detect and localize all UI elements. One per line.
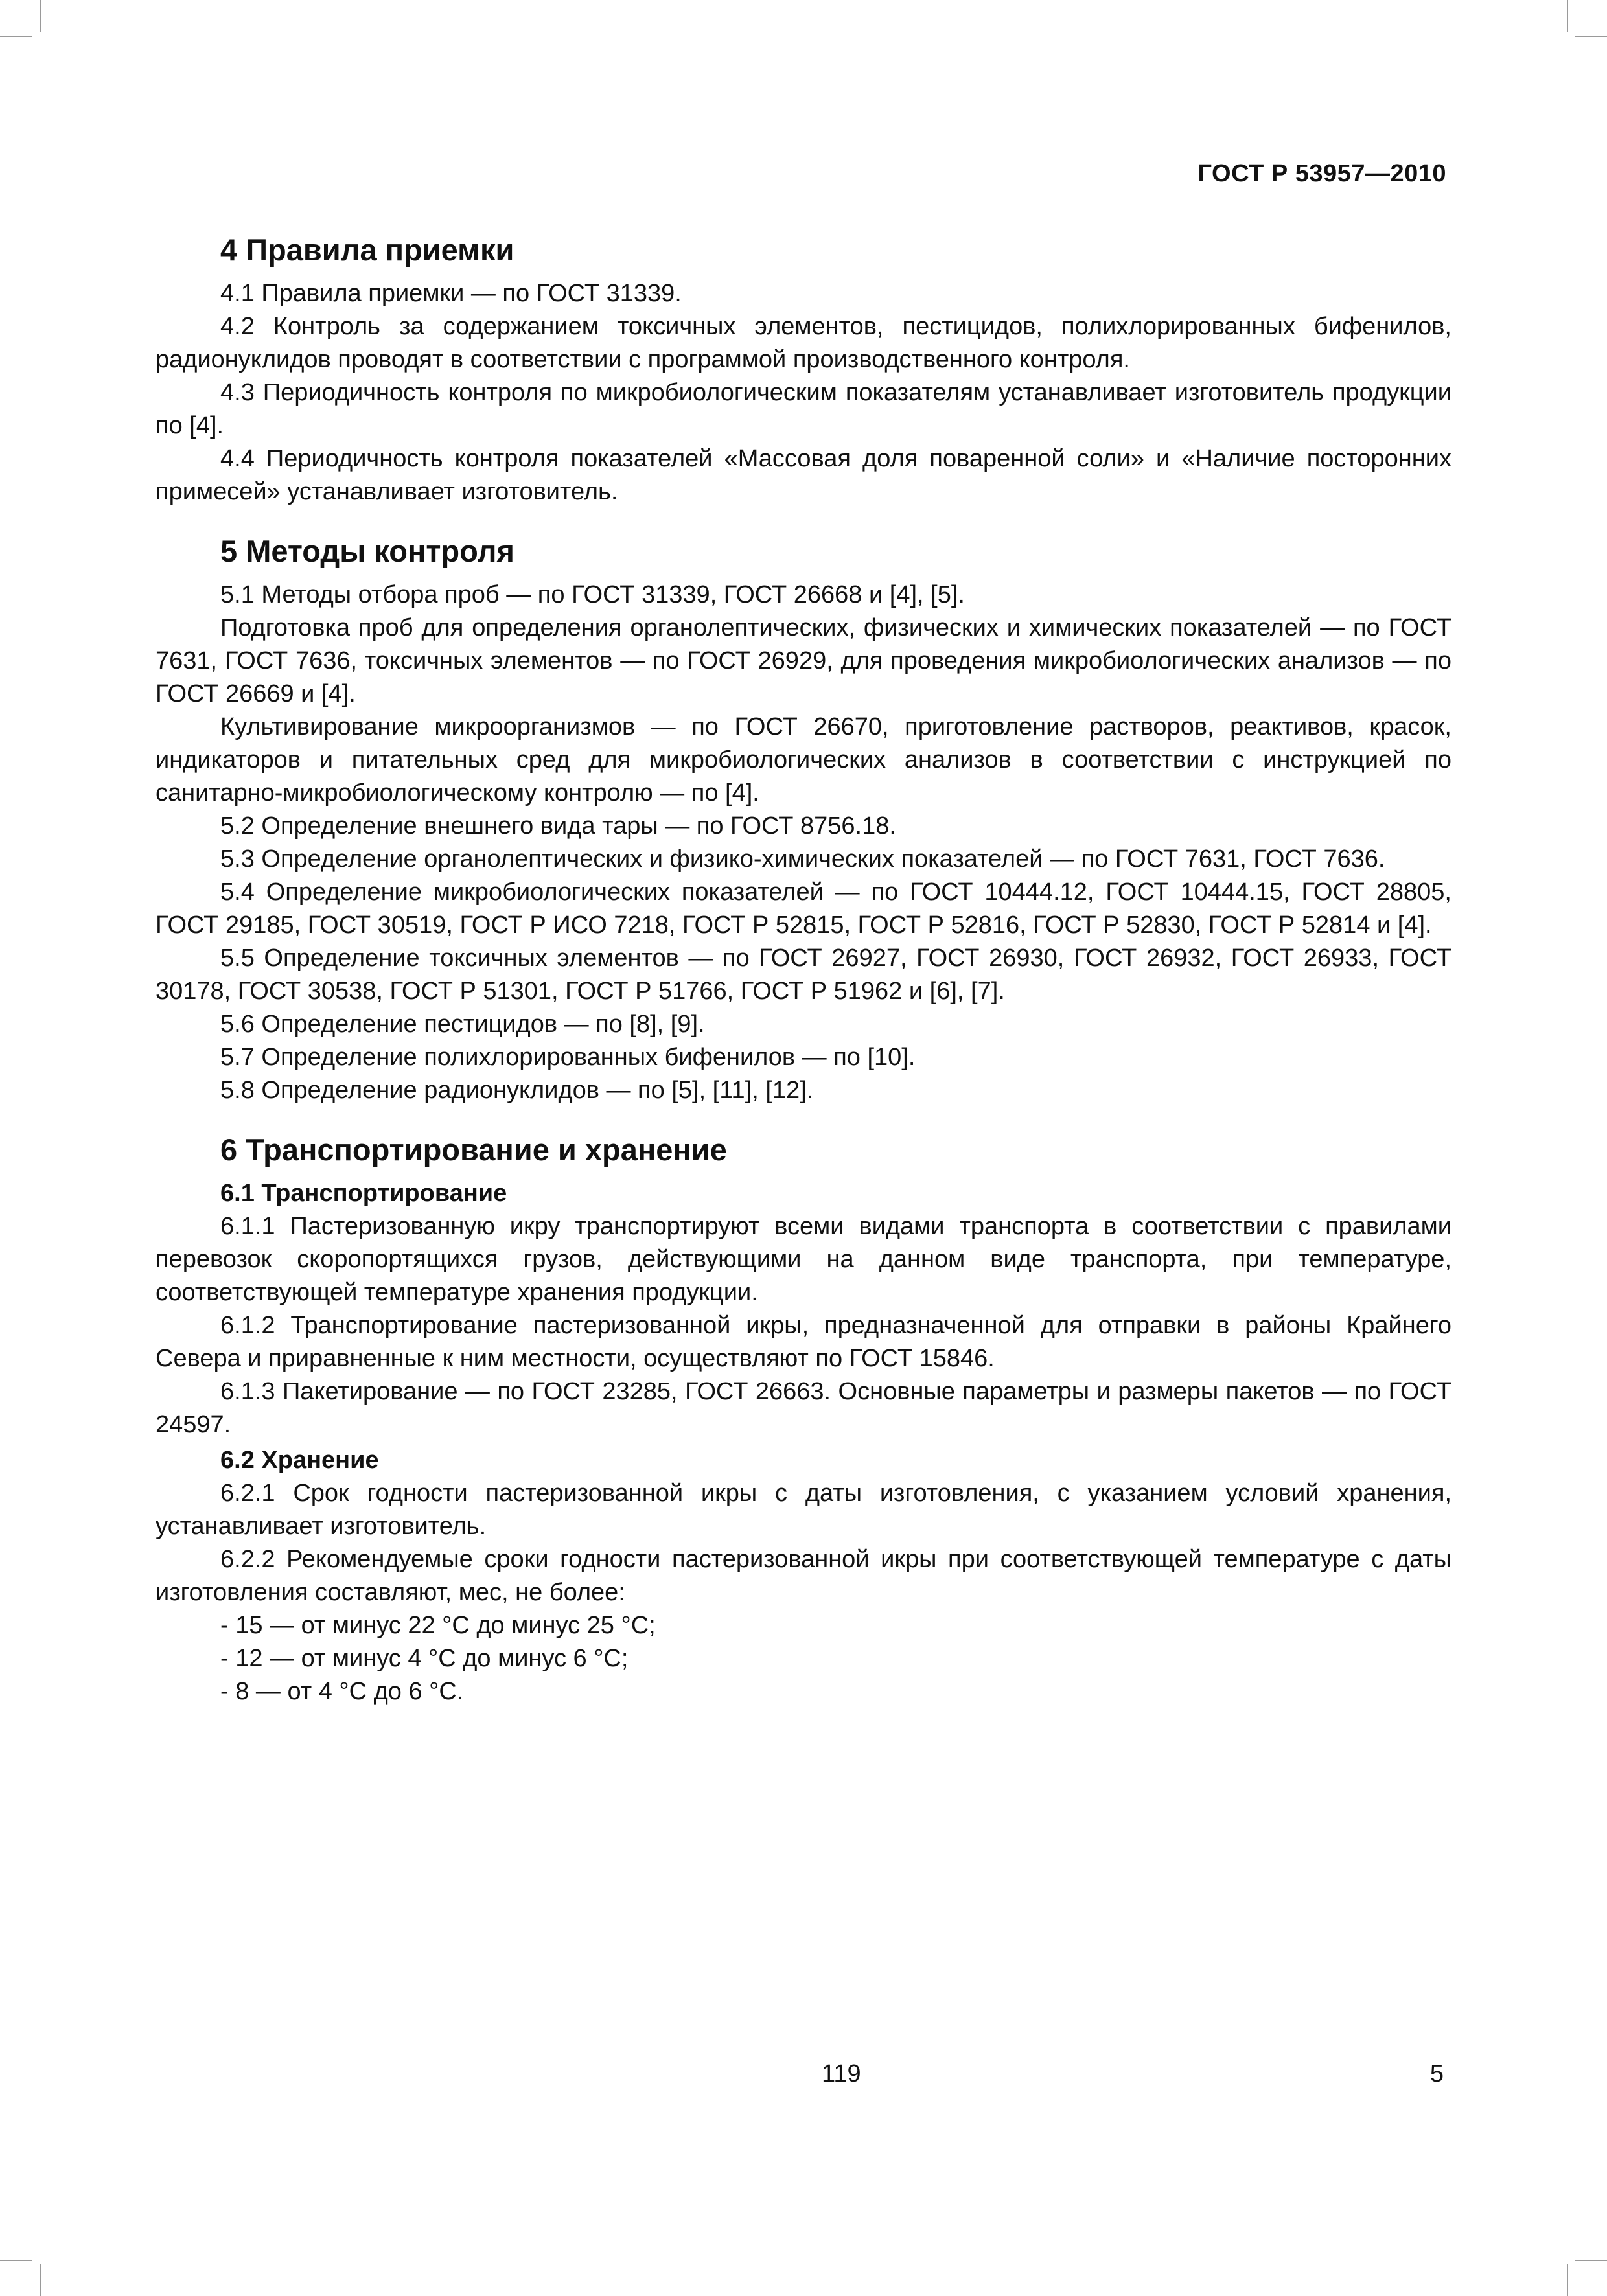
list-item: - 15 — от минус 22 °С до минус 25 °С; bbox=[220, 1612, 656, 1639]
crop-mark bbox=[1567, 0, 1568, 32]
crop-mark bbox=[1575, 2260, 1607, 2261]
list-item: - 12 — от минус 4 °С до минус 6 °С; bbox=[220, 1645, 629, 1672]
page-number-center: 119 bbox=[822, 2060, 861, 2087]
section-4-title: 4 Правила приемки bbox=[220, 233, 514, 267]
paragraph-5-1: 5.1 Методы отбора проб — по ГОСТ 31339, ГОСТ 26668 и [4], [5]. bbox=[220, 581, 965, 608]
list-item: - 8 — от 4 °С до 6 °С. bbox=[220, 1678, 464, 1705]
crop-mark bbox=[40, 2264, 41, 2296]
paragraph-5-2: 5.2 Определение внешнего вида тары — по ГОСТ 8756.18. bbox=[220, 812, 896, 840]
paragraph-4-4: 4.4 Периодичность контроля показателей «Массовая доля поваренной соли» и «Наличие посторонних примесей» устанавливает изготовитель. bbox=[156, 445, 1451, 505]
document-body bbox=[156, 231, 1451, 1708]
page-number-right: 5 bbox=[1429, 2060, 1444, 2087]
section-5-title: 5 Методы контроля bbox=[220, 534, 514, 568]
paragraph-6-1-3: 6.1.3 Пакетирование — по ГОСТ 23285, ГОСТ 26663. Основные параметры и размеры пакетов — по ГОСТ 24597. bbox=[156, 1378, 1451, 1438]
document-header: ГОСТ Р 53957—2010 bbox=[1197, 160, 1446, 187]
subsection-6-2-title: 6.2 Хранение bbox=[220, 1447, 379, 1474]
crop-mark bbox=[40, 0, 41, 32]
paragraph-5-1-cult: Культивирование микроорганизмов — по ГОСТ 26670, приготовление растворов, реактивов, красок, индикаторов и питательных сред для микробиологических анализов в соответствии с инструкцией по санитарно-микробиологическому контролю — по [4]. bbox=[156, 713, 1451, 807]
subsection-6-1-title: 6.1 Транспортирование bbox=[220, 1180, 507, 1207]
paragraph-6-2-1: 6.2.1 Срок годности пастеризованной икры с даты изготовления, с указанием условий хранения, устанавливает изготовитель. bbox=[156, 1480, 1451, 1540]
paragraph-6-1-1: 6.1.1 Пастеризованную икру транспортируют всеми видами транспорта в соответствии с правилами перевозок скоропортящихся грузов, действующими на данном виде транспорта, при температуре, соответствующей температуре хранения продукции. bbox=[156, 1213, 1451, 1306]
storage-terms-list bbox=[156, 1609, 1451, 1708]
paragraph-6-2-2: 6.2.2 Рекомендуемые сроки годности пастеризованной икры при соответствующей температуре с даты изготовления составляют, мес, не более: bbox=[156, 1546, 1451, 1606]
crop-mark bbox=[0, 2260, 32, 2261]
crop-mark bbox=[0, 36, 32, 37]
paragraph-5-5: 5.5 Определение токсичных элементов — по ГОСТ 26927, ГОСТ 26930, ГОСТ 26932, ГОСТ 26933, ГОСТ 30178, ГОСТ 30538, ГОСТ Р 51301, ГОСТ Р 51766, ГОСТ Р 51962 и [6], [7]. bbox=[156, 945, 1451, 1005]
paragraph-4-2: 4.2 Контроль за содержанием токсичных элементов, пестицидов, полихлорированных бифенилов, радионуклидов проводят в соответствии с программой производственного контроля. bbox=[156, 313, 1451, 373]
section-6-title: 6 Транспортирование и хранение bbox=[220, 1132, 727, 1167]
paragraph-5-1-prep: Подготовка проб для определения органолептических, физических и химических показателей — по ГОСТ 7631, ГОСТ 7636, токсичных элементов — по ГОСТ 26929, для проведения микробиологических анализов — по ГОСТ 26669 и [4]. bbox=[156, 614, 1451, 707]
paragraph-5-4: 5.4 Определение микробиологических показателей — по ГОСТ 10444.12, ГОСТ 10444.15, ГОСТ 28805, ГОСТ 29185, ГОСТ 30519, ГОСТ Р ИСО 7218, ГОСТ Р 52815, ГОСТ Р 52816, ГОСТ Р 52830, ГОСТ Р 52814 и [4]. bbox=[156, 878, 1451, 939]
paragraph-6-1-2: 6.1.2 Транспортирование пастеризованной икры, предназначенной для отправки в районы Крайнего Севера и приравненные к ним местности, осуществляют по ГОСТ 15846. bbox=[156, 1312, 1451, 1372]
paragraph-4-1: 4.1 Правила приемки — по ГОСТ 31339. bbox=[220, 280, 682, 307]
paragraph-4-3: 4.3 Периодичность контроля по микробиологическим показателям устанавливает изготовитель продукции по [4]. bbox=[156, 379, 1451, 439]
paragraph-5-7: 5.7 Определение полихлорированных бифенилов — по [10]. bbox=[220, 1044, 916, 1071]
paragraph-5-8: 5.8 Определение радионуклидов — по [5], [11], [12]. bbox=[220, 1077, 814, 1104]
crop-mark bbox=[1575, 36, 1607, 37]
paragraph-5-6: 5.6 Определение пестицидов — по [8], [9]. bbox=[220, 1011, 705, 1038]
paragraph-5-3: 5.3 Определение органолептических и физико-химических показателей — по ГОСТ 7631, ГОСТ 7636. bbox=[220, 845, 1385, 873]
crop-mark bbox=[1567, 2264, 1568, 2296]
